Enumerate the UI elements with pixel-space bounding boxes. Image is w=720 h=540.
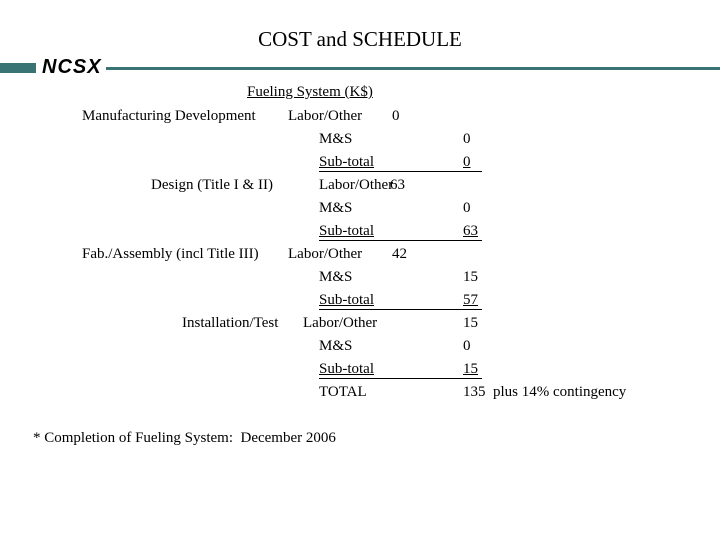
item-design-labor: Labor/Other	[319, 177, 394, 193]
value-mfg-subtotal: 0	[463, 154, 471, 170]
value-install-ms: 0	[463, 338, 471, 354]
item-design-ms: M&S	[319, 200, 353, 216]
value-mfg-ms: 0	[463, 131, 471, 147]
value-install-labor: 15	[463, 315, 478, 331]
item-mfg-subtotal: Sub-total	[319, 154, 374, 170]
category-design: Design (Title I & II)	[151, 177, 273, 193]
value-design-subtotal: 63	[463, 223, 478, 239]
footnote: * Completion of Fueling System: December 2006	[33, 430, 336, 446]
category-manufacturing: Manufacturing Development	[82, 108, 256, 124]
header-bar	[0, 63, 720, 73]
item-design-subtotal: Sub-total	[319, 223, 374, 239]
value-total: 135	[463, 384, 486, 400]
item-fab-ms: M&S	[319, 269, 353, 285]
total-note: plus 14% contingency	[493, 384, 627, 400]
item-install-subtotal: Sub-total	[319, 361, 374, 377]
item-install-ms: M&S	[319, 338, 353, 354]
section-title: Fueling System (K$)	[247, 84, 373, 100]
value-fab-ms: 15	[463, 269, 478, 285]
ncsx-logo: NCSX	[36, 56, 106, 78]
value-fab-subtotal: 57	[463, 292, 478, 308]
item-mfg-labor: Labor/Other	[288, 108, 363, 124]
header-bar-block	[0, 63, 40, 73]
value-mfg-labor: 0	[392, 108, 400, 124]
value-design-ms: 0	[463, 200, 471, 216]
value-design-labor: 63	[390, 177, 405, 193]
item-fab-labor: Labor/Other	[288, 246, 363, 262]
subtotal-rule-design	[319, 240, 482, 241]
value-fab-labor: 42	[392, 246, 407, 262]
item-mfg-ms: M&S	[319, 131, 353, 147]
page-title: COST and SCHEDULE	[258, 27, 462, 51]
subtotal-rule-install	[319, 378, 482, 379]
category-install: Installation/Test	[182, 315, 279, 331]
category-fab: Fab./Assembly (incl Title III)	[82, 246, 259, 262]
item-total: TOTAL	[319, 384, 367, 400]
subtotal-rule-mfg	[319, 171, 482, 172]
item-fab-subtotal: Sub-total	[319, 292, 374, 308]
subtotal-rule-fab	[319, 309, 482, 310]
header-bar-line	[40, 67, 720, 70]
value-install-subtotal: 15	[463, 361, 478, 377]
item-install-labor: Labor/Other	[303, 315, 378, 331]
